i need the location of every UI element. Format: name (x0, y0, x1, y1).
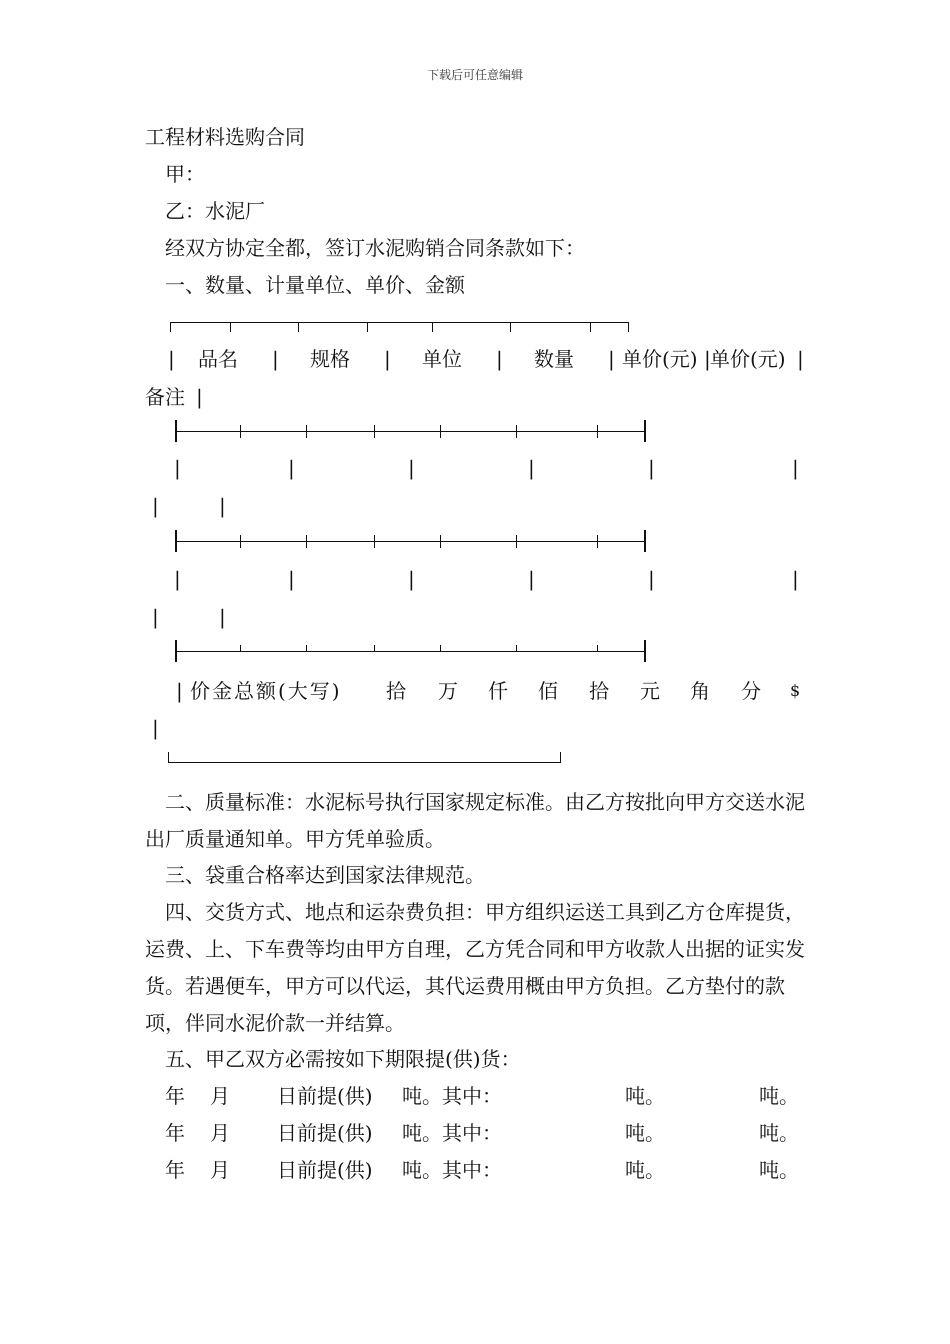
intro-text: 经双方协定全都，签订水泥购销合同条款如下： (165, 236, 585, 260)
schedule-year: 年 (165, 1121, 185, 1145)
schedule-month: 月 (210, 1084, 230, 1108)
schedule-month: 月 (210, 1158, 230, 1182)
unit-yuan: 元 (640, 679, 660, 703)
table-header-remark: 备注 (145, 385, 185, 409)
table-header-price-1: 单价(元) (622, 347, 698, 371)
schedule-ton-total: 吨。其中： (402, 1084, 502, 1108)
unit-shi-1: 拾 (386, 679, 406, 703)
unit-shi-2: 拾 (589, 679, 609, 703)
schedule-month: 月 (210, 1121, 230, 1145)
header-note: 下载后可任意编辑 (426, 68, 523, 82)
schedule-day: 日前提(供) (277, 1158, 373, 1182)
schedule-ton-total: 吨。其中： (402, 1121, 502, 1145)
unit-jiao: 角 (690, 679, 710, 703)
unit-wan: 万 (438, 679, 458, 703)
schedule-ton-part-1: 吨。 (625, 1084, 665, 1108)
unit-bai: 佰 (538, 679, 558, 703)
table-header-unit: 单位 (422, 347, 462, 371)
table-header-spec: 规格 (310, 347, 350, 371)
schedule-ton-part-2: 吨。 (759, 1084, 799, 1108)
schedule-year: 年 (165, 1158, 185, 1182)
table-header-price-2: 单价(元) (710, 347, 786, 371)
schedule-ton-total: 吨。其中： (402, 1158, 502, 1182)
schedule-day: 日前提(供) (277, 1121, 373, 1145)
schedule-year: 年 (165, 1084, 185, 1108)
currency-symbol: $ (790, 681, 801, 700)
schedule-ton-part-2: 吨。 (759, 1121, 799, 1145)
total-amount-label: 价金总额(大写) (190, 679, 342, 703)
section-2-quality: 二、质量标准：水泥标号执行国家规定标准。由乙方按批向甲方交送水泥出厂质量通知单。甲方凭单验质。 (145, 790, 805, 851)
table-header-name: 品名 (198, 347, 238, 371)
schedule-ton-part-1: 吨。 (625, 1158, 665, 1182)
section-1-heading: 一、数量、计量单位、单价、金额 (165, 273, 465, 297)
table-header-quantity: 数量 (534, 347, 574, 371)
unit-qian: 仟 (488, 679, 508, 703)
party-a-label: 甲： (165, 162, 205, 186)
schedule-day: 日前提(供) (277, 1084, 373, 1108)
schedule-ton-part-2: 吨。 (759, 1158, 799, 1182)
unit-fen: 分 (741, 679, 761, 703)
party-b-label: 乙：水泥厂 (165, 199, 265, 223)
section-3-weight: 三、袋重合格率达到国家法律规范。 (165, 863, 485, 887)
document-title: 工程材料选购合同 (145, 125, 305, 149)
schedule-ton-part-1: 吨。 (625, 1121, 665, 1145)
section-4-delivery: 四、交货方式、地点和运杂费负担：甲方组织运送工具到乙方仓库提货，运费、上、下车费等均由甲方自理，乙方凭合同和甲方收款人出据的证实发货。若遇便车，甲方可以代运，其代运费用概由甲方负担。乙方垫付的款项，伴同水泥价款一并结算。 (145, 900, 805, 1035)
section-5-schedule: 五、甲乙双方必需按如下期限提(供)货： (165, 1047, 521, 1071)
